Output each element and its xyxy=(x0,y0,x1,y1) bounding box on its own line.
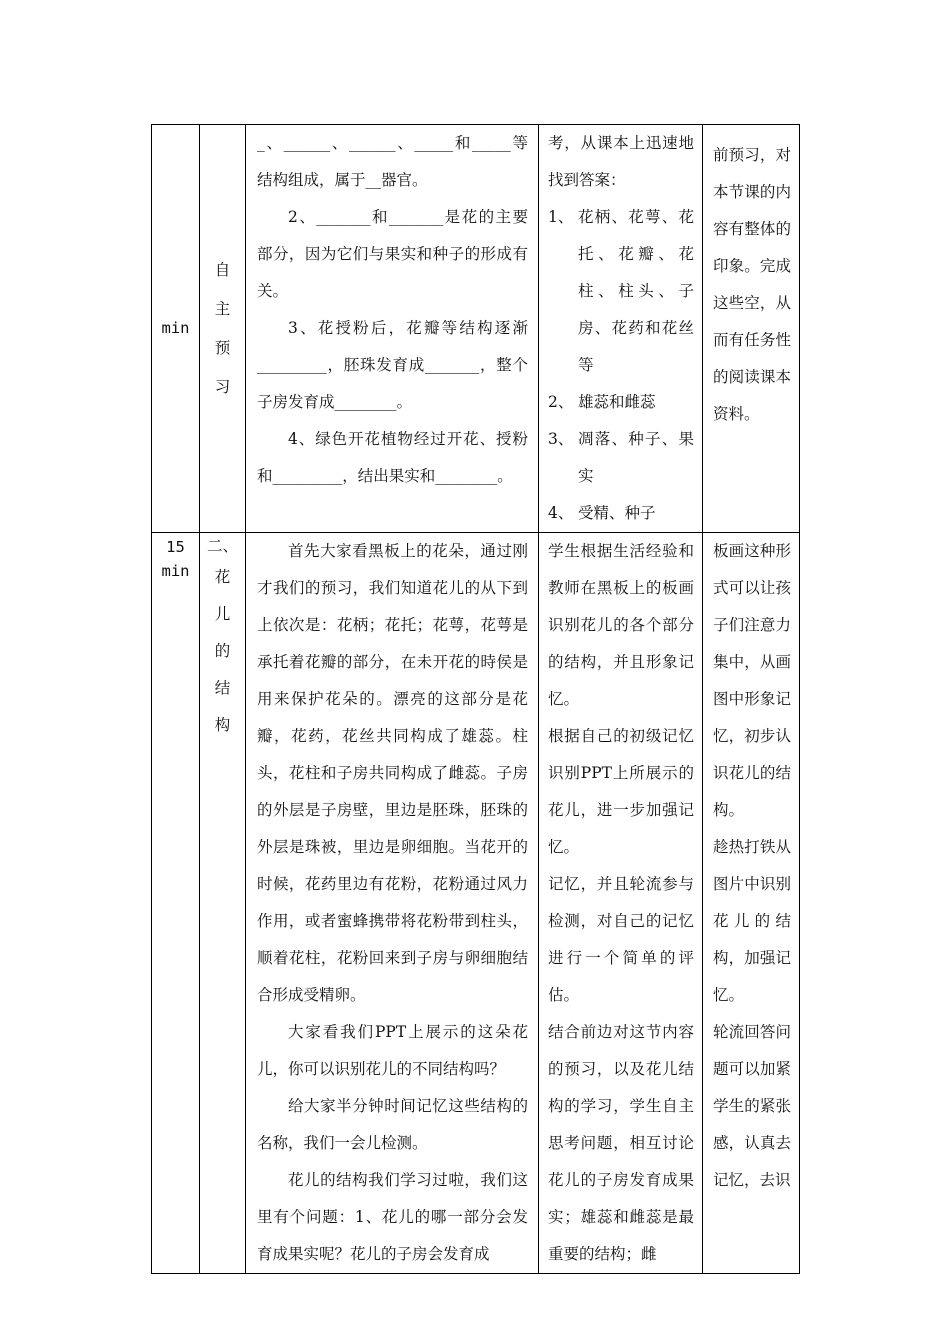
answer-text: 雄蕊和雌蕊 xyxy=(578,393,656,411)
time-unit: min xyxy=(161,562,190,580)
content-paragraph: _、______、______、_____和_____等结构组成，属于__器官。 xyxy=(257,134,528,189)
intent-paragraph: 板画这种形式可以让孩子们注意力集中，从画图中形象记忆，初步认识花儿的结构。 xyxy=(713,542,791,819)
student-paragraph: 学生根据生活经验和教师在黑板上的板画识别花儿的各个部分的结构，并且形象记忆。 xyxy=(548,542,694,708)
stage-char: 的 xyxy=(214,642,231,660)
time-unit: min xyxy=(161,319,190,337)
answer-item xyxy=(548,421,694,495)
student-paragraph: 根据自己的初级记忆识别PPT上所展示的花儿，进一步加强记忆。 xyxy=(548,727,694,856)
table-row-flower-structure xyxy=(152,533,800,1274)
student-paragraph: 结合前边对这节内容的预习，以及花儿结构的学习，学生自主思考问题，相互讨论花儿的子房发育成果实；雄蕊和雌蕊是最重要的结构；雌 xyxy=(548,1023,694,1263)
stage-char: 预 xyxy=(214,338,231,357)
student-paragraph: 记忆，并且轮流参与检测，对自己的记忆进行一个简单的评估。 xyxy=(548,875,694,1004)
time-cell xyxy=(152,533,200,1274)
time-number: 15 xyxy=(166,538,185,556)
time-cell xyxy=(152,125,200,533)
stage-char: 习 xyxy=(214,377,231,396)
answer-text: 凋落、种子、果实 xyxy=(578,430,694,485)
answer-item xyxy=(548,199,694,384)
teacher-activity-cell xyxy=(246,533,539,1274)
answer-number: 3、 xyxy=(548,430,574,448)
design-intent-cell xyxy=(703,533,800,1274)
stage-char: 构 xyxy=(214,716,231,734)
content-paragraph: 首先大家看黑板上的花朵，通过刚才我们的预习，我们知道花儿的从下到上依次是：花柄；花托；花萼，花萼是承托着花瓣的部分，在未开花的時侯是用来保护花朵的。漂亮的这部分是花瓣，花药，花丝共同构成了雄蕊。柱头，花柱和子房共同构成了雌蕊。子房的外层是子房壁，里边是胚珠，胚珠的外层是珠被，里边是卵细胞。当花开的时候，花药里边有花粉，花粉通过风力作用，或者蜜蜂携带将花粉带到柱头，顺着花柱，花粉回来到子房与卵细胞结合形成受精卵。 xyxy=(257,542,528,1004)
stage-char: 自 xyxy=(214,260,231,279)
answer-number: 2、 xyxy=(548,393,574,411)
answer-number: 4、 xyxy=(548,504,574,522)
content-paragraph: 大家看我们PPT上展示的这朵花儿，你可以识别花儿的不同结构吗？ xyxy=(257,1023,528,1078)
stage-char: 结 xyxy=(214,679,231,697)
content-paragraph: 4、绿色开花植物经过开花、授粉和_________，结出果实和________。 xyxy=(257,430,528,485)
answer-number: 1、 xyxy=(548,208,574,226)
intent-paragraph: 轮流回答问题可以加紧学生的紧张感，认真去记忆，去识 xyxy=(713,1023,791,1189)
stage-cell xyxy=(200,533,246,1274)
content-paragraph: 给大家半分钟时间记忆这些结构的名称，我们一会儿检测。 xyxy=(257,1097,528,1152)
teacher-activity-cell xyxy=(246,125,539,533)
content-paragraph: 花儿的结构我们学习过啦，我们这里有个问题：1、花儿的哪一部分会发育成果实呢？花儿的子房会发育成 xyxy=(257,1171,528,1263)
student-paragraph: 考，从课本上迅速地找到答案： xyxy=(548,134,694,189)
answer-item xyxy=(548,384,694,421)
stage-cell xyxy=(200,125,246,533)
content-paragraph: 3、花授粉后，花瓣等结构逐渐_________，胚珠发育成_______，整个子房发育成________。 xyxy=(257,319,528,411)
intent-paragraph: 趁热打铁从图片中识别花儿的结构，加强记忆。 xyxy=(713,838,791,1004)
stage-char: 花 xyxy=(214,568,231,586)
stage-char: 主 xyxy=(214,299,231,318)
answer-item xyxy=(548,495,694,532)
content-paragraph: 2、_______和_______是花的主要部分，因为它们与果实和种子的形成有关。 xyxy=(257,208,528,300)
answer-text: 受精、种子 xyxy=(578,504,656,522)
table-row-self-study xyxy=(152,125,800,533)
stage-char: 儿 xyxy=(214,605,231,623)
student-activity-cell xyxy=(539,533,703,1274)
design-intent-cell xyxy=(703,125,800,533)
lesson-plan-table xyxy=(151,124,800,1274)
answer-text: 花柄、花萼、花托、花瓣、花柱、柱头、子房、花药和花丝等 xyxy=(578,208,694,374)
intent-paragraph: 前预习，对本节课的内容有整体的印象。完成这些空，从而有任务性的阅读课本资料。 xyxy=(713,146,791,423)
student-activity-cell xyxy=(539,125,703,533)
stage-heading: 二、 xyxy=(206,537,238,555)
